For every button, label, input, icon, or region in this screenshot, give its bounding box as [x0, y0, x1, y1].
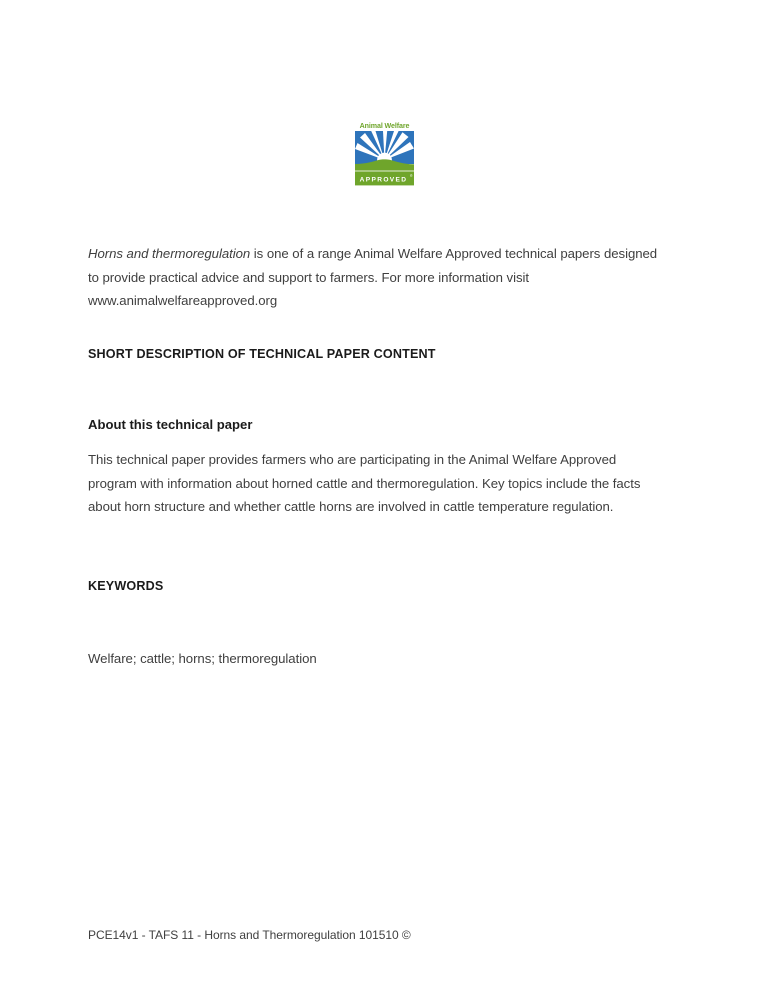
logo-top-text: Animal Welfare [359, 122, 410, 131]
animal-welfare-approved-logo [353, 119, 416, 187]
about-paragraph: This technical paper provides farmers who are participating in the Animal Welfare Approved program with information about horned cattle and thermoregulation. Key topics include the facts about horn structure and whether cattle horns are involved in cattle temperature regulation. [88, 452, 641, 515]
logo-graphic [353, 119, 416, 187]
intro-paragraph [88, 242, 660, 313]
logo-emblem [355, 131, 414, 185]
page-footer: PCE14v1 - TAFS 11 - Horns and Thermoregulation 101510 © [88, 928, 411, 942]
section-heading-keywords: KEYWORDS [88, 579, 164, 594]
logo-registered-mark: ® [410, 173, 413, 178]
logo-bottom-text: APPROVED [359, 176, 408, 184]
keywords-list: Welfare; cattle; horns; thermoregulation [88, 651, 317, 667]
intro-paragraph-rest: is one of a range Animal Welfare Approved technical papers designed to provide practical advice and support to farmers. For more information visit www.animalwelfareapproved.org [88, 246, 658, 309]
document-title-italic: Horns and thermoregulation [88, 246, 251, 262]
section-heading-short-description: SHORT DESCRIPTION OF TECHNICAL PAPER CONTENT [88, 347, 436, 362]
subsection-heading-about: About this technical paper [88, 417, 253, 433]
